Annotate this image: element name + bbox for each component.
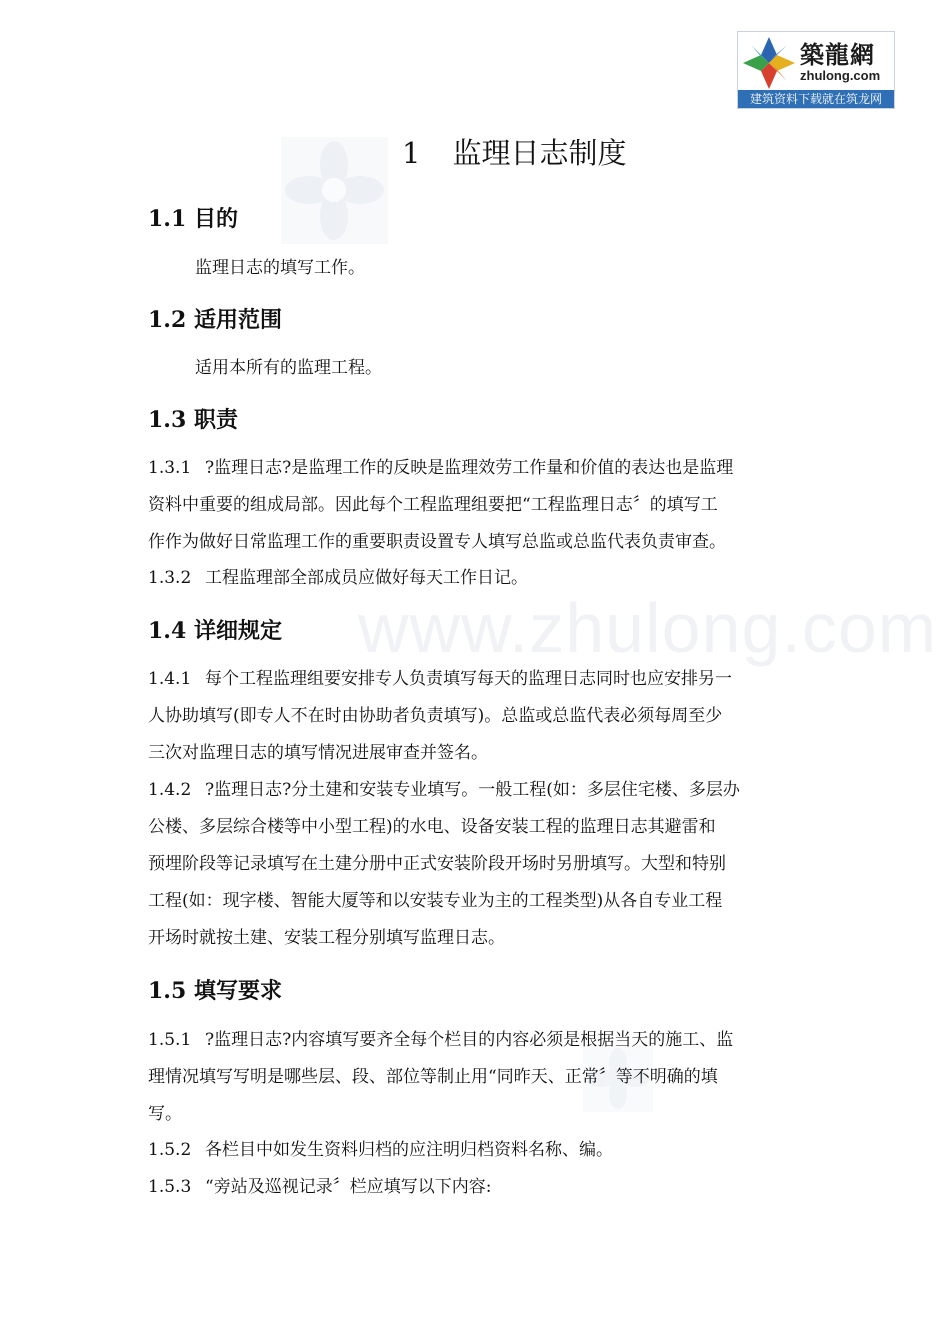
heading-number: 1.3 [148, 407, 187, 433]
clause-line: 人协助填写(即专人不在时由协助者负责填写)。总监或总监代表必须每周至少 [148, 706, 723, 726]
heading-number: 1.2 [148, 307, 187, 333]
clause-1-5-1 [148, 1022, 808, 1133]
zhulong-logo [737, 31, 895, 109]
clause-line: ?监理日志?是监理工作的反映是监理效劳工作量和价值的表达也是监理 [205, 458, 734, 478]
clause-1-4-1 [148, 661, 808, 772]
clause-line: 作作为做好日常监理工作的重要职责设置专人填写总监或总监代表负责审查。 [148, 532, 726, 552]
heading-text: 适用范围 [194, 307, 283, 333]
clause-line: “旁站及巡视记录〞栏应填写以下内容: [205, 1177, 492, 1197]
clause-line: 公楼、多层综合楼等中小型工程)的水电、设备安装工程的监理日志其避雷和 [148, 817, 716, 837]
heading-1-2 [148, 303, 282, 334]
clause-1-4-2 [148, 772, 808, 957]
logo-tagline: 建筑资料下载就在筑龙网 [738, 90, 894, 108]
logo-domain: zhulong.com [800, 68, 881, 83]
logo-flower-icon [741, 35, 797, 91]
logo-chinese-name: 築龍網 [800, 40, 875, 69]
clause-number: 1.4.2 [148, 780, 192, 800]
clause-number: 1.5.1 [148, 1030, 192, 1050]
heading-number: 1.1 [148, 206, 187, 232]
clause-line: 工程(如：现字楼、智能大厦等和以安装专业为主的工程类型)从各自专业工程 [148, 891, 723, 911]
clause-1-3-1 [148, 450, 808, 561]
clause-line: ?监理日志?分土建和安装专业填写。一般工程(如：多层住宅楼、多层办 [205, 780, 740, 800]
clause-line: 预埋阶段等记录填写在土建分册中正式安装阶段开场时另册填写。大型和特别 [148, 854, 726, 874]
paragraph-1-1: 监理日志的填写工作。 [195, 258, 365, 278]
paragraph-1-2: 适用本所有的监理工程。 [195, 358, 382, 378]
heading-1-5 [148, 974, 282, 1005]
clause-line: ?监理日志?内容填写要齐全每个栏目的内容必须是根据当天的施工、监 [205, 1030, 734, 1050]
clause-line: 三次对监理日志的填写情况进展审查并签名。 [148, 743, 488, 763]
heading-text: 详细规定 [194, 618, 283, 644]
clause-number: 1.5.3 [148, 1177, 192, 1197]
clause-line: 开场时就按土建、安装工程分别填写监理日志。 [148, 928, 505, 948]
heading-text: 目的 [194, 206, 239, 232]
heading-text: 填写要求 [194, 978, 283, 1004]
clause-line: 资料中重要的组成局部。因此每个工程监理组要把“工程监理日志〞的填写工 [148, 495, 718, 515]
clause-1-5-2 [148, 1132, 808, 1169]
heading-text: 职责 [194, 407, 239, 433]
heading-1-3 [148, 403, 238, 434]
watermark-flower-icon [281, 137, 388, 244]
clause-1-5-3 [148, 1169, 808, 1206]
clause-1-3-2 [148, 560, 808, 597]
clause-number: 1.3.1 [148, 458, 192, 478]
heading-number: 1.5 [148, 978, 187, 1004]
clause-number: 1.5.2 [148, 1140, 192, 1160]
watermark-text: www.zhulong.com [358, 589, 938, 667]
clause-number: 1.4.1 [148, 669, 192, 689]
clause-line: 每个工程监理组要安排专人负责填写每天的监理日志同时也应安排另一 [205, 669, 732, 689]
clause-line: 理情况填写写明是哪些层、段、部位等制止用“同昨天、正常〞等不明确的填 [148, 1067, 718, 1087]
title-number: 1 [402, 136, 421, 170]
page-title [402, 131, 626, 172]
title-text: 监理日志制度 [452, 136, 627, 170]
heading-number: 1.4 [148, 618, 187, 644]
clause-line: 写。 [148, 1104, 182, 1124]
clause-number: 1.3.2 [148, 568, 192, 588]
heading-1-1 [148, 202, 238, 233]
clause-line: 工程监理部全部成员应做好每天工作日记。 [205, 568, 528, 588]
clause-line: 各栏目中如发生资料归档的应注明归档资料名称、编。 [205, 1140, 613, 1160]
heading-1-4 [148, 614, 282, 645]
